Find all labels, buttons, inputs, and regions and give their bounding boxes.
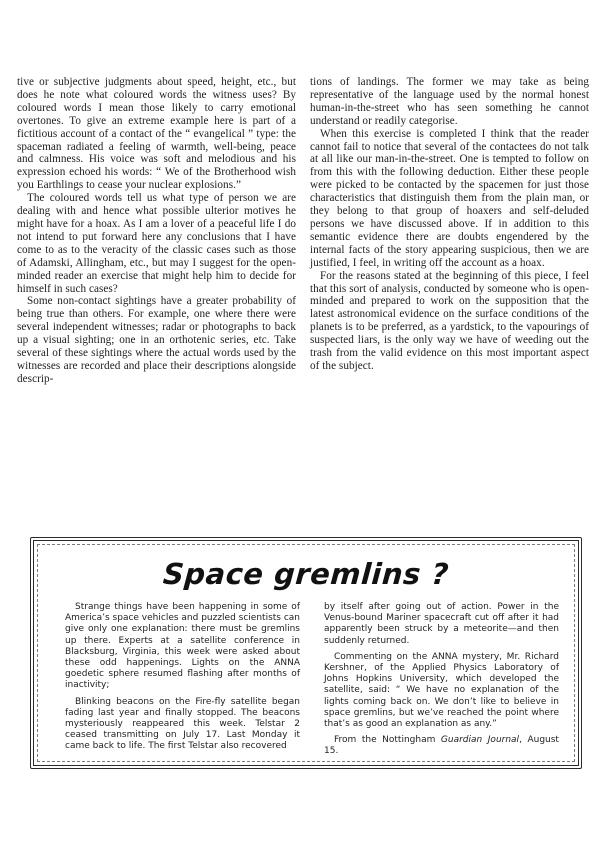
article-paragraph: tions of landings. The former we may take as being representative of the language used by the normal honest human-in-the-street who has seen something he cannot understand or readily categorise. <box>310 76 589 127</box>
article-paragraph: tive or subjective judgments about speed, height, etc., but does he note what coloured words the witness uses? By coloured words I mean those likely to carry emotional overtones. To give an extreme example here is part of a fictitious account of a contact of the “ evangelical ” type: the spaceman radiated a feeling of warmth, well-being, peace and calmness. His voice was soft and melodious and his expression echoed his words: “ We of the Brotherhood wish you Earthlings to cease your nuclear explosions.” <box>17 76 296 192</box>
source-prefix: From the Nottingham <box>334 735 436 746</box>
clipping-headline: Space gremlins ? <box>161 557 451 591</box>
clipping-paragraph: Strange things have been happening in some of America’s space vehicles and puzzled scientists can give only one explanation: there must be gremlins up there. Experts at a satellite conference in Blacksburg, Virginia, this week were asked about these odd happenings. Lights on the ANNA goedetic sphere resumed flashing after months of inactivity; <box>65 602 301 691</box>
article-paragraph: Some non-contact sightings have a greater probability of being true than others. For example, one where there were several independent witnesses; radar or photographs to back up a visual sighting; one in an orthotenic series, etc. Take several of these sightings where the actual words used by the witnesses are recorded and place their descriptions alongside descrip- <box>17 295 296 385</box>
clipping-paragraph: by itself after going out of action. Power in the Venus-bound Mariner spacecraft cut off after it had apparently been struck by a meteorite—and then suddenly returned. <box>324 602 559 646</box>
source-date: , August 15. <box>324 735 559 757</box>
article-column-left <box>17 76 296 386</box>
article-paragraph: The coloured words tell us what type of person we are dealing with and hence what possible ulterior motives he might have for a hoax. As I am a lover of a peaceful life I do not intend to put forward here any conclusions that I have come to as to the veracity of the classic cases such as those of Adamski, Allingham, etc., but may I suggest for the open-minded reader an exercise that might help him to decide for himself in such cases? <box>17 192 296 295</box>
clipping-column-right <box>324 602 559 763</box>
clipping-column-left <box>65 602 300 763</box>
clipping-source <box>324 735 559 757</box>
clipping-paragraph: Blinking beacons on the Fire-fly satellite began fading last year and finally stopped. The beacons mysteriously reappeared this week. Telstar 2 ceased transmitting on July 17. Last Monday it came back to life. The first Telstar also recovered <box>65 696 300 752</box>
source-journal: Guardian Journal <box>440 735 520 746</box>
clipping-paragraph: Commenting on the ANNA mystery, Mr. Richard Kershner, of the Applied Physics Laboratory of Johns Hopkins University, which developed the satellite, said: “ We have no explanation of the lights coming back on. We don’t like to believe in space gremlins, but we’ve reached the point where that’s as good an explanation as any.” <box>324 651 559 730</box>
article-paragraph: When this exercise is completed I think that the reader cannot fail to notice that several of the contactees do not talk at all like our man-in-the-street. One is tempted to follow on from this with the following deduction. Either these people were picked to be contacted by the spacemen for just those characteristics that distinguish them from the plain man, or they belong to that group of hoaxers and self-deluded persons we have discussed above. If in addition to this semantic evidence there are doubts engendered by the internal facts of the story appearing suspicious, then we are justified, I feel, in writing off the account as a hoax. <box>310 127 589 269</box>
article-paragraph: For the reasons stated at the beginning of this piece, I feel that this sort of analysis, conducted by someone who is open-minded and prepared to work on the supposition that the latest astronomical evidence on the surface conditions of the planets is to be preferred, as a yardstick, to the vapourings of suspected liars, is the only way we have of weeding out the trash from the valid evidence on this most important aspect of the subject. <box>310 269 589 372</box>
clipping-body <box>65 602 559 763</box>
news-clipping-box <box>30 537 582 769</box>
article-body <box>17 76 589 386</box>
article-column-right <box>310 76 589 386</box>
